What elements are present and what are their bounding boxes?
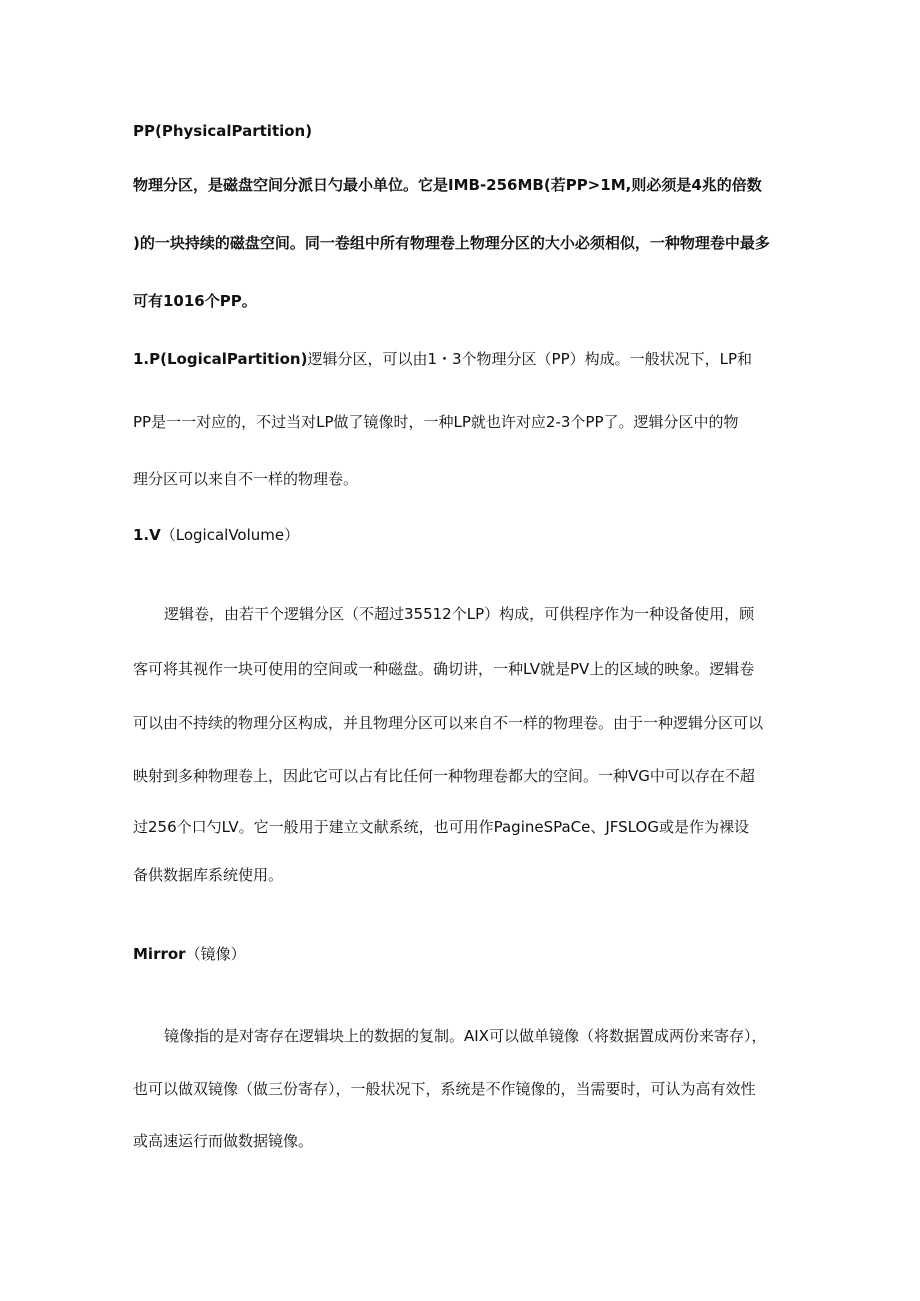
mirror-heading-normal: （镜像） [185,945,246,963]
pp-paragraph-line: )的一块持续的磁盘空间。同一卷组中所有物理卷上物理分区的大小必须相似，一种物理卷中最多 [133,234,770,252]
lv-heading-normal: （LogicalVolume） [160,526,300,544]
lv-paragraph-line: 过256个口勺LV。它一般用于建立文献系统，也可用作PagineSPaCe、JFSLOG或是作为裸设 [133,818,749,836]
lp-paragraph-first-line [133,349,752,369]
mirror-paragraph-line: 或高速运行而做数据镜像。 [133,1132,314,1150]
lp-paragraph-line: PP是一一对应的，不过当对LP做了镜像时，一种LP就也许对应2-3个PP了。逻辑分区中的物 [133,413,739,431]
pp-paragraph-line: 物理分区，是磁盘空间分派日勺最小单位。它是IMB-256MB(若PP>1M,则必须是4兆的倍数 [133,176,762,194]
lv-paragraph-line: 逻辑卷，由若干个逻辑分区（不超过35512个LP）构成，可供程序作为一种设备使用，顾 [164,605,755,623]
lv-paragraph-line: 客可将其视作一块可使用的空间或一种磁盘。确切讲，一种LV就是PV上的区域的映象。逻辑卷 [133,660,755,678]
pp-paragraph-line: 可有1016个PP。 [133,292,257,310]
pp-heading: PP(PhysicalPartition) [133,122,313,140]
lv-paragraph-line: 映射到多种物理卷上，因此它可以占有比任何一种物理卷都大的空间。一种VG中可以存在不超 [133,767,755,785]
lv-paragraph-line: 可以由不持续的物理分区构成，并且物理分区可以来自不一样的物理卷。由于一种逻辑分区可以 [133,714,764,732]
mirror-paragraph-line: 镜像指的是对寄存在逻辑块上的数据的复制。AIX可以做单镜像（将数据置成两份来寄存）， [164,1027,767,1045]
lv-heading-bold: 1.V [133,526,161,544]
mirror-heading-bold: Mirror [133,945,186,963]
lp-paragraph-line: 理分区可以来自不一样的物理卷。 [133,470,359,488]
lp-heading: 1.P(LogicalPartition) [133,350,308,368]
mirror-paragraph-line: 也可以做双镜像（做三份寄存），一般状况下，系统是不作镜像的，当需要时，可认为高有效性 [133,1080,756,1098]
lv-heading [133,525,299,545]
lv-paragraph-line: 备供数据库系统使用。 [133,866,284,884]
lp-paragraph-line: 逻辑分区，可以由1・3个物理分区（PP）构成。一般状况下，LP和 [307,350,753,368]
mirror-heading [133,944,246,964]
